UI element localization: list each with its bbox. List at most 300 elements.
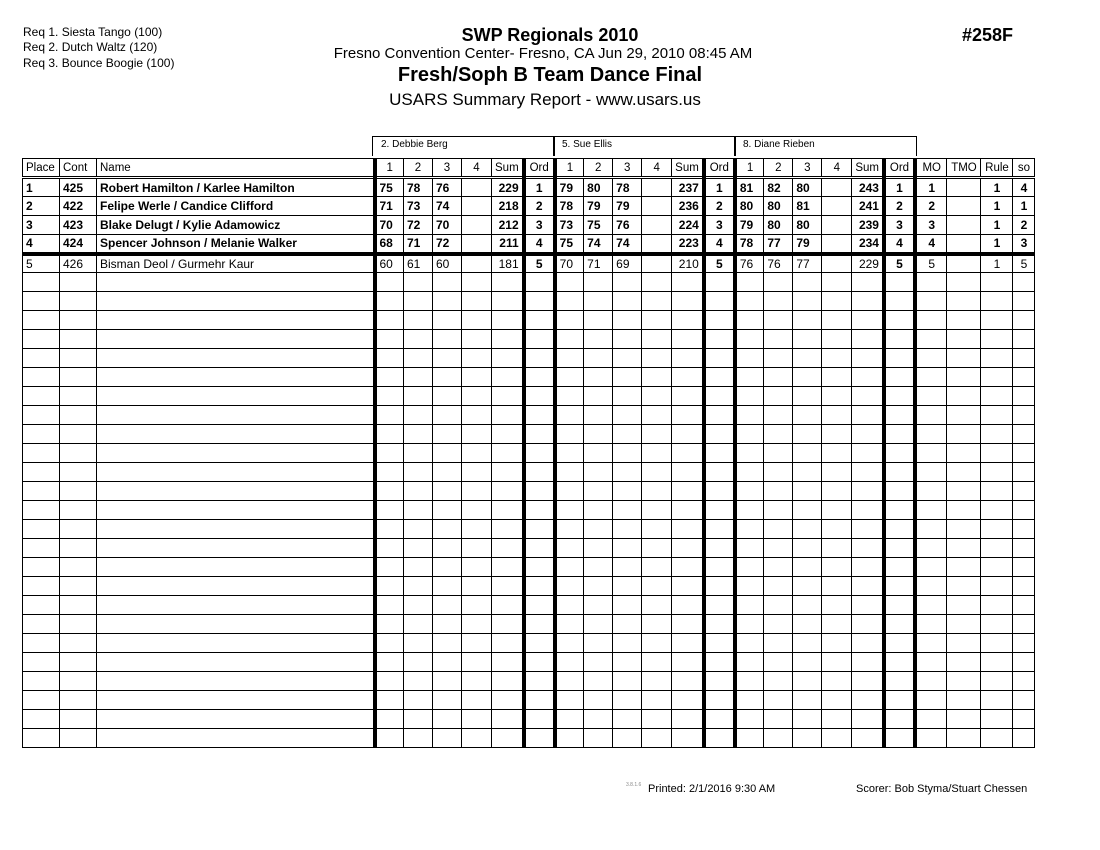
empty-cell (793, 653, 822, 672)
col-j1-1: 1 (375, 159, 404, 178)
empty-cell (1013, 577, 1035, 596)
empty-cell (555, 425, 584, 444)
empty-cell (642, 425, 672, 444)
score-cell (822, 254, 852, 273)
empty-cell (822, 558, 852, 577)
empty-cell (642, 558, 672, 577)
score-cell: 74 (613, 235, 642, 254)
empty-cell (404, 577, 433, 596)
score-cell (462, 197, 492, 216)
empty-cell (822, 615, 852, 634)
empty-cell (462, 558, 492, 577)
empty-cell (375, 368, 404, 387)
empty-cell (60, 311, 97, 330)
empty-cell (97, 311, 375, 330)
score-cell: 68 (375, 235, 404, 254)
empty-cell (613, 368, 642, 387)
ordinal-cell: 5 (704, 254, 735, 273)
score-cell (462, 235, 492, 254)
empty-cell (462, 501, 492, 520)
empty-cell (915, 406, 947, 425)
empty-cell (462, 311, 492, 330)
empty-cell (404, 520, 433, 539)
empty-cell (555, 539, 584, 558)
score-cell: 79 (613, 197, 642, 216)
empty-cell (822, 653, 852, 672)
empty-cell (23, 710, 60, 729)
empty-row (23, 368, 1035, 387)
empty-cell (822, 349, 852, 368)
empty-row (23, 520, 1035, 539)
col-j2-1: 1 (555, 159, 584, 178)
empty-cell (642, 672, 672, 691)
empty-cell (764, 729, 793, 748)
empty-cell (947, 444, 981, 463)
empty-cell (404, 482, 433, 501)
place-cell: 5 (23, 254, 60, 273)
score-cell: 80 (735, 197, 764, 216)
empty-row (23, 292, 1035, 311)
empty-cell (672, 482, 704, 501)
empty-cell (642, 292, 672, 311)
results-table (22, 158, 1035, 748)
empty-cell (584, 273, 613, 292)
empty-cell (642, 349, 672, 368)
empty-cell (433, 501, 462, 520)
col-j2-ord: Ord (704, 159, 735, 178)
empty-cell (793, 539, 822, 558)
empty-cell (97, 729, 375, 748)
empty-cell (60, 672, 97, 691)
empty-cell (1013, 539, 1035, 558)
empty-cell (642, 273, 672, 292)
empty-cell (642, 691, 672, 710)
empty-cell (704, 406, 735, 425)
empty-cell (97, 672, 375, 691)
score-cell: 75 (375, 178, 404, 197)
empty-cell (433, 615, 462, 634)
empty-cell (97, 482, 375, 501)
ordinal-cell: 1 (884, 178, 915, 197)
ordinal-cell: 2 (884, 197, 915, 216)
empty-row (23, 406, 1035, 425)
score-cell: 80 (793, 216, 822, 235)
empty-cell (852, 615, 884, 634)
empty-cell (852, 349, 884, 368)
empty-cell (915, 520, 947, 539)
empty-cell (947, 482, 981, 501)
empty-cell (884, 444, 915, 463)
empty-cell (60, 558, 97, 577)
empty-cell (947, 634, 981, 653)
empty-cell (642, 482, 672, 501)
empty-cell (613, 710, 642, 729)
empty-cell (404, 501, 433, 520)
empty-cell (642, 444, 672, 463)
empty-cell (642, 653, 672, 672)
col-j1-sum: Sum (492, 159, 524, 178)
empty-cell (613, 691, 642, 710)
empty-cell (981, 349, 1013, 368)
empty-cell (433, 292, 462, 311)
empty-cell (60, 330, 97, 349)
empty-cell (947, 311, 981, 330)
empty-cell (915, 577, 947, 596)
empty-cell (462, 330, 492, 349)
empty-cell (23, 482, 60, 501)
score-cell: 71 (584, 254, 613, 273)
empty-cell (793, 330, 822, 349)
empty-cell (981, 406, 1013, 425)
empty-cell (822, 482, 852, 501)
empty-cell (433, 672, 462, 691)
empty-cell (23, 653, 60, 672)
empty-cell (642, 311, 672, 330)
col-j2-3: 3 (613, 159, 642, 178)
empty-cell (884, 691, 915, 710)
empty-cell (852, 596, 884, 615)
empty-cell (433, 729, 462, 748)
score-cell (822, 178, 852, 197)
empty-cell (764, 292, 793, 311)
sum-cell: 210 (672, 254, 704, 273)
printed-timestamp: Printed: 2/1/2016 9:30 AM (648, 783, 776, 795)
empty-cell (524, 273, 555, 292)
empty-cell (947, 653, 981, 672)
empty-cell (524, 577, 555, 596)
empty-cell (60, 691, 97, 710)
empty-cell (492, 691, 524, 710)
mo-cell: 5 (915, 254, 947, 273)
empty-cell (915, 311, 947, 330)
empty-cell (884, 596, 915, 615)
empty-cell (433, 349, 462, 368)
empty-cell (672, 463, 704, 482)
empty-cell (375, 615, 404, 634)
empty-cell (764, 691, 793, 710)
empty-cell (793, 292, 822, 311)
score-cell (822, 235, 852, 254)
empty-cell (375, 653, 404, 672)
empty-cell (981, 444, 1013, 463)
empty-cell (947, 520, 981, 539)
empty-cell (404, 539, 433, 558)
col-place: Place (23, 159, 60, 178)
empty-cell (492, 653, 524, 672)
empty-cell (613, 406, 642, 425)
col-so: so (1013, 159, 1035, 178)
ordinal-cell: 1 (524, 178, 555, 197)
empty-cell (613, 387, 642, 406)
empty-cell (1013, 729, 1035, 748)
empty-cell (981, 330, 1013, 349)
score-cell: 78 (555, 197, 584, 216)
empty-cell (793, 406, 822, 425)
empty-cell (524, 406, 555, 425)
empty-cell (793, 425, 822, 444)
empty-cell (97, 463, 375, 482)
rule-cell: 1 (981, 216, 1013, 235)
empty-cell (613, 463, 642, 482)
empty-cell (1013, 463, 1035, 482)
empty-cell (97, 691, 375, 710)
empty-cell (555, 520, 584, 539)
tmo-cell (947, 235, 981, 254)
empty-cell (735, 577, 764, 596)
empty-cell (735, 406, 764, 425)
empty-cell (884, 710, 915, 729)
empty-cell (97, 387, 375, 406)
empty-cell (613, 501, 642, 520)
empty-cell (375, 425, 404, 444)
empty-cell (981, 577, 1013, 596)
empty-cell (97, 539, 375, 558)
empty-cell (947, 672, 981, 691)
empty-cell (555, 729, 584, 748)
empty-cell (462, 577, 492, 596)
empty-cell (60, 577, 97, 596)
empty-cell (822, 672, 852, 691)
name-cell: Spencer Johnson / Melanie Walker (97, 235, 375, 254)
empty-cell (462, 406, 492, 425)
empty-cell (822, 311, 852, 330)
empty-row (23, 672, 1035, 691)
empty-cell (23, 539, 60, 558)
empty-cell (822, 577, 852, 596)
empty-cell (97, 577, 375, 596)
empty-cell (492, 292, 524, 311)
empty-cell (375, 577, 404, 596)
empty-row (23, 539, 1035, 558)
empty-cell (735, 501, 764, 520)
empty-cell (793, 672, 822, 691)
empty-cell (947, 368, 981, 387)
score-cell: 79 (584, 197, 613, 216)
empty-cell (704, 539, 735, 558)
empty-cell (672, 501, 704, 520)
cont-cell: 423 (60, 216, 97, 235)
empty-cell (404, 558, 433, 577)
empty-cell (375, 482, 404, 501)
empty-cell (642, 501, 672, 520)
empty-cell (60, 653, 97, 672)
empty-cell (764, 596, 793, 615)
col-rule: Rule (981, 159, 1013, 178)
empty-cell (793, 577, 822, 596)
empty-cell (433, 539, 462, 558)
empty-cell (884, 577, 915, 596)
col-j1-4: 4 (462, 159, 492, 178)
empty-cell (462, 710, 492, 729)
empty-cell (822, 596, 852, 615)
col-j3-2: 2 (764, 159, 793, 178)
empty-cell (433, 520, 462, 539)
empty-cell (584, 349, 613, 368)
table-row (23, 235, 1035, 254)
empty-cell (822, 425, 852, 444)
empty-cell (704, 615, 735, 634)
empty-cell (433, 368, 462, 387)
empty-cell (97, 406, 375, 425)
empty-cell (981, 501, 1013, 520)
empty-cell (462, 520, 492, 539)
empty-cell (947, 691, 981, 710)
empty-cell (60, 539, 97, 558)
empty-cell (492, 501, 524, 520)
col-j1-ord: Ord (524, 159, 555, 178)
empty-cell (915, 387, 947, 406)
empty-cell (735, 311, 764, 330)
empty-cell (981, 273, 1013, 292)
empty-cell (23, 672, 60, 691)
score-cell: 80 (793, 178, 822, 197)
empty-cell (704, 368, 735, 387)
empty-cell (60, 387, 97, 406)
empty-cell (404, 653, 433, 672)
empty-cell (462, 634, 492, 653)
empty-cell (852, 558, 884, 577)
empty-cell (915, 349, 947, 368)
empty-cell (672, 653, 704, 672)
empty-cell (822, 368, 852, 387)
empty-cell (613, 444, 642, 463)
empty-cell (404, 406, 433, 425)
empty-cell (462, 482, 492, 501)
empty-row (23, 311, 1035, 330)
empty-cell (462, 349, 492, 368)
empty-cell (433, 425, 462, 444)
empty-cell (375, 292, 404, 311)
empty-cell (764, 558, 793, 577)
empty-cell (584, 368, 613, 387)
empty-cell (613, 653, 642, 672)
score-cell: 79 (793, 235, 822, 254)
score-cell: 71 (404, 235, 433, 254)
empty-cell (584, 425, 613, 444)
empty-cell (613, 273, 642, 292)
empty-cell (23, 425, 60, 444)
empty-cell (793, 463, 822, 482)
empty-cell (704, 596, 735, 615)
empty-cell (404, 444, 433, 463)
empty-cell (822, 330, 852, 349)
empty-cell (524, 330, 555, 349)
empty-cell (492, 482, 524, 501)
empty-cell (915, 596, 947, 615)
empty-cell (492, 406, 524, 425)
empty-cell (524, 520, 555, 539)
empty-cell (915, 558, 947, 577)
col-name: Name (97, 159, 375, 178)
empty-cell (704, 729, 735, 748)
empty-cell (462, 596, 492, 615)
empty-cell (672, 577, 704, 596)
empty-cell (981, 463, 1013, 482)
empty-cell (981, 615, 1013, 634)
empty-row (23, 444, 1035, 463)
empty-cell (884, 273, 915, 292)
empty-cell (433, 387, 462, 406)
empty-cell (462, 539, 492, 558)
empty-cell (704, 444, 735, 463)
empty-cell (613, 425, 642, 444)
empty-cell (764, 615, 793, 634)
empty-cell (555, 387, 584, 406)
empty-cell (492, 311, 524, 330)
judge-header-2: 5. Sue Ellis (553, 136, 736, 156)
empty-cell (613, 330, 642, 349)
empty-cell (822, 387, 852, 406)
empty-cell (524, 691, 555, 710)
score-cell: 80 (764, 216, 793, 235)
empty-cell (584, 463, 613, 482)
empty-row (23, 634, 1035, 653)
mo-cell: 1 (915, 178, 947, 197)
empty-cell (492, 387, 524, 406)
empty-cell (764, 653, 793, 672)
score-cell: 80 (764, 197, 793, 216)
empty-cell (60, 463, 97, 482)
empty-cell (462, 615, 492, 634)
empty-cell (852, 292, 884, 311)
empty-row (23, 387, 1035, 406)
empty-cell (60, 615, 97, 634)
empty-cell (462, 653, 492, 672)
empty-cell (492, 330, 524, 349)
empty-cell (884, 501, 915, 520)
empty-row (23, 482, 1035, 501)
empty-cell (672, 729, 704, 748)
empty-row (23, 273, 1035, 292)
empty-cell (492, 368, 524, 387)
place-cell: 3 (23, 216, 60, 235)
empty-cell (884, 729, 915, 748)
empty-cell (23, 292, 60, 311)
empty-cell (672, 539, 704, 558)
empty-cell (433, 710, 462, 729)
empty-cell (735, 273, 764, 292)
empty-cell (23, 387, 60, 406)
empty-cell (584, 710, 613, 729)
empty-cell (672, 615, 704, 634)
empty-cell (404, 596, 433, 615)
table-row (23, 197, 1035, 216)
place-cell: 1 (23, 178, 60, 197)
empty-cell (793, 482, 822, 501)
empty-cell (884, 368, 915, 387)
empty-row (23, 577, 1035, 596)
sum-cell: 234 (852, 235, 884, 254)
empty-cell (462, 691, 492, 710)
empty-cell (555, 653, 584, 672)
empty-cell (492, 596, 524, 615)
empty-cell (642, 539, 672, 558)
score-cell: 74 (433, 197, 462, 216)
empty-cell (764, 368, 793, 387)
empty-row (23, 501, 1035, 520)
empty-cell (764, 444, 793, 463)
empty-cell (884, 387, 915, 406)
empty-cell (524, 482, 555, 501)
empty-cell (884, 634, 915, 653)
requirement-1: Req 1. Siesta Tango (100) (23, 25, 163, 39)
empty-cell (524, 387, 555, 406)
empty-cell (672, 520, 704, 539)
empty-cell (524, 425, 555, 444)
empty-cell (793, 729, 822, 748)
empty-cell (822, 406, 852, 425)
col-j2-sum: Sum (672, 159, 704, 178)
